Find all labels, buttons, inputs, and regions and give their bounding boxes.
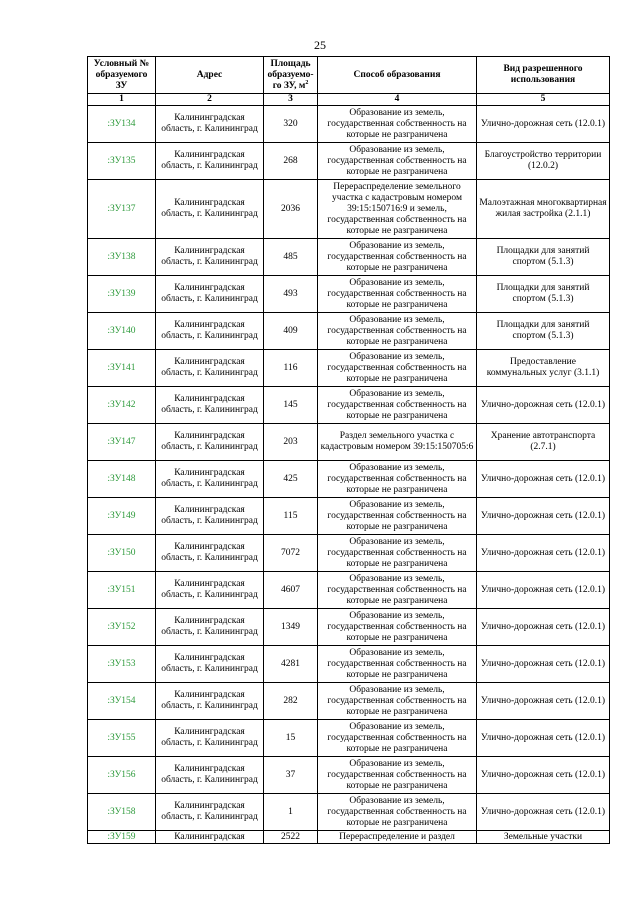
parcel-number-cell: :ЗУ147 [88, 424, 156, 461]
permitted-use-cell: Малоэтажная многоквартирная жилая застройка (2.1.1) [477, 180, 610, 239]
address-cell: Калининградская область, г. Калининград [156, 424, 264, 461]
area-cell: 2036 [264, 180, 318, 239]
permitted-use-cell: Улично-дорожная сеть (12.0.1) [477, 646, 610, 683]
area-cell: 7072 [264, 535, 318, 572]
address-cell: Калининградская область, г. Калининград [156, 276, 264, 313]
permitted-use-cell: Улично-дорожная сеть (12.0.1) [477, 387, 610, 424]
column-number-row [88, 94, 610, 106]
area-cell: 1349 [264, 609, 318, 646]
parcel-number-cell: :ЗУ148 [88, 461, 156, 498]
area-cell: 282 [264, 683, 318, 720]
address-cell: Калининградская область, г. Калининград [156, 646, 264, 683]
parcel-number-cell: :ЗУ159 [88, 831, 156, 844]
area-cell: 4281 [264, 646, 318, 683]
address-cell: Калининградская область, г. Калининград [156, 720, 264, 757]
table-row [88, 498, 610, 535]
formation-method-cell: Перераспределение и раздел [318, 831, 477, 844]
header-address: Адрес [156, 57, 264, 94]
table-row [88, 143, 610, 180]
header-permitted-use: Вид разрешенного использования [477, 57, 610, 94]
permitted-use-cell: Улично-дорожная сеть (12.0.1) [477, 572, 610, 609]
parcel-number-cell: :ЗУ153 [88, 646, 156, 683]
permitted-use-cell: Улично-дорожная сеть (12.0.1) [477, 609, 610, 646]
area-cell: 268 [264, 143, 318, 180]
table-row [88, 720, 610, 757]
formation-method-cell: Раздел земельного участка с кадастровым номером 39:15:150705:6 [318, 424, 477, 461]
area-cell: 15 [264, 720, 318, 757]
formation-method-cell: Перераспределение земельного участка с кадастровым номером 39:15:150716:9 и земель, государственная собственность на которые не разграничена [318, 180, 477, 239]
formation-method-cell: Образование из земель, государственная собственность на которые не разграничена [318, 535, 477, 572]
column-number: 5 [477, 94, 610, 106]
area-cell: 4607 [264, 572, 318, 609]
area-cell: 320 [264, 106, 318, 143]
column-number: 3 [264, 94, 318, 106]
area-cell: 485 [264, 239, 318, 276]
parcel-number-cell: :ЗУ140 [88, 313, 156, 350]
area-cell: 2522 [264, 831, 318, 844]
table-row [88, 461, 610, 498]
address-cell: Калининградская область, г. Калининград [156, 350, 264, 387]
area-cell: 145 [264, 387, 318, 424]
address-cell: Калининградская область, г. Калининград [156, 143, 264, 180]
formation-method-cell: Образование из земель, государственная собственность на которые не разграничена [318, 683, 477, 720]
header-parcel-number: Условный № образуемого ЗУ [88, 57, 156, 94]
permitted-use-cell: Земельные участки [477, 831, 610, 844]
parcel-number-cell: :ЗУ151 [88, 572, 156, 609]
formation-method-cell: Образование из земель, государственная собственность на которые не разграничена [318, 313, 477, 350]
address-cell: Калининградская область, г. Калининград [156, 313, 264, 350]
table-row [88, 831, 610, 844]
address-cell: Калининградская область, г. Калининград [156, 572, 264, 609]
permitted-use-cell: Улично-дорожная сеть (12.0.1) [477, 683, 610, 720]
formation-method-cell: Образование из земель, государственная собственность на которые не разграничена [318, 461, 477, 498]
formation-method-cell: Образование из земель, государственная собственность на которые не разграничена [318, 387, 477, 424]
permitted-use-cell: Площадки для занятий спортом (5.1.3) [477, 313, 610, 350]
formation-method-cell: Образование из земель, государственная собственность на которые не разграничена [318, 498, 477, 535]
formation-method-cell: Образование из земель, государственная собственность на которые не разграничена [318, 646, 477, 683]
table-body [88, 106, 610, 844]
column-number: 1 [88, 94, 156, 106]
table-row [88, 239, 610, 276]
table-row [88, 609, 610, 646]
parcel-number-cell: :ЗУ138 [88, 239, 156, 276]
parcel-number-cell: :ЗУ135 [88, 143, 156, 180]
formation-method-cell: Образование из земель, государственная собственность на которые не разграничена [318, 572, 477, 609]
table-row [88, 313, 610, 350]
table-header-row [88, 57, 610, 94]
area-cell: 409 [264, 313, 318, 350]
table-row [88, 535, 610, 572]
address-cell: Калининградская область, г. Калининград [156, 535, 264, 572]
permitted-use-cell: Хранение автотранспорта (2.7.1) [477, 424, 610, 461]
column-number: 2 [156, 94, 264, 106]
table-row [88, 794, 610, 831]
permitted-use-cell: Улично-дорожная сеть (12.0.1) [477, 461, 610, 498]
area-cell: 493 [264, 276, 318, 313]
permitted-use-cell: Предоставление коммунальных услуг (3.1.1) [477, 350, 610, 387]
table-row [88, 683, 610, 720]
address-cell: Калининградская область, г. Калининград [156, 180, 264, 239]
formation-method-cell: Образование из земель, государственная собственность на которые не разграничена [318, 106, 477, 143]
address-cell: Калининградская область, г. Калининград [156, 757, 264, 794]
formation-method-cell: Образование из земель, государственная собственность на которые не разграничена [318, 720, 477, 757]
formation-method-cell: Образование из земель, государственная собственность на которые не разграничена [318, 276, 477, 313]
table-row [88, 387, 610, 424]
formation-method-cell: Образование из земель, государственная собственность на которые не разграничена [318, 239, 477, 276]
formation-method-cell: Образование из земель, государственная собственность на которые не разграничена [318, 143, 477, 180]
parcel-number-cell: :ЗУ137 [88, 180, 156, 239]
parcel-number-cell: :ЗУ141 [88, 350, 156, 387]
area-cell: 203 [264, 424, 318, 461]
permitted-use-cell: Площадки для занятий спортом (5.1.3) [477, 239, 610, 276]
area-cell: 116 [264, 350, 318, 387]
table-row [88, 424, 610, 461]
address-cell: Калининградская область, г. Калининград [156, 794, 264, 831]
parcel-number-cell: :ЗУ158 [88, 794, 156, 831]
area-cell: 1 [264, 794, 318, 831]
address-cell: Калининградская область, г. Калининград [156, 461, 264, 498]
address-cell: Калининградская область, г. Калининград [156, 106, 264, 143]
formation-method-cell: Образование из земель, государственная собственность на которые не разграничена [318, 609, 477, 646]
table-row [88, 646, 610, 683]
parcel-number-cell: :ЗУ155 [88, 720, 156, 757]
address-cell: Калининградская область, г. Калининград [156, 683, 264, 720]
area-cell: 37 [264, 757, 318, 794]
parcel-number-cell: :ЗУ156 [88, 757, 156, 794]
header-area-text: Площадь образуемо-го ЗУ, м [267, 58, 314, 91]
address-cell: Калининградская область, г. Калининград [156, 498, 264, 535]
formation-method-cell: Образование из земель, государственная собственность на которые не разграничена [318, 350, 477, 387]
table-row [88, 757, 610, 794]
header-area [264, 57, 318, 94]
table-row [88, 276, 610, 313]
permitted-use-cell: Улично-дорожная сеть (12.0.1) [477, 757, 610, 794]
permitted-use-cell: Улично-дорожная сеть (12.0.1) [477, 794, 610, 831]
parcel-number-cell: :ЗУ142 [88, 387, 156, 424]
parcel-number-cell: :ЗУ139 [88, 276, 156, 313]
permitted-use-cell: Улично-дорожная сеть (12.0.1) [477, 720, 610, 757]
address-cell: Калининградская [156, 831, 264, 844]
parcel-number-cell: :ЗУ150 [88, 535, 156, 572]
permitted-use-cell: Благоустройство территории (12.0.2) [477, 143, 610, 180]
parcel-number-cell: :ЗУ152 [88, 609, 156, 646]
parcel-number-cell: :ЗУ134 [88, 106, 156, 143]
address-cell: Калининградская область, г. Калининград [156, 387, 264, 424]
table-row [88, 350, 610, 387]
area-cell: 425 [264, 461, 318, 498]
address-cell: Калининградская область, г. Калининград [156, 239, 264, 276]
parcels-table [87, 56, 610, 844]
formation-method-cell: Образование из земель, государственная собственность на которые не разграничена [318, 794, 477, 831]
header-formation-method: Способ образования [318, 57, 477, 94]
area-cell: 115 [264, 498, 318, 535]
permitted-use-cell: Улично-дорожная сеть (12.0.1) [477, 535, 610, 572]
parcel-number-cell: :ЗУ149 [88, 498, 156, 535]
header-area-unit-exponent: 2 [305, 79, 309, 86]
address-cell: Калининградская область, г. Калининград [156, 609, 264, 646]
formation-method-cell: Образование из земель, государственная собственность на которые не разграничена [318, 757, 477, 794]
parcel-number-cell: :ЗУ154 [88, 683, 156, 720]
permitted-use-cell: Улично-дорожная сеть (12.0.1) [477, 498, 610, 535]
table-row [88, 106, 610, 143]
column-number: 4 [318, 94, 477, 106]
table-row [88, 180, 610, 239]
page-number: 25 [314, 38, 326, 52]
table-row [88, 572, 610, 609]
permitted-use-cell: Площадки для занятий спортом (5.1.3) [477, 276, 610, 313]
permitted-use-cell: Улично-дорожная сеть (12.0.1) [477, 106, 610, 143]
